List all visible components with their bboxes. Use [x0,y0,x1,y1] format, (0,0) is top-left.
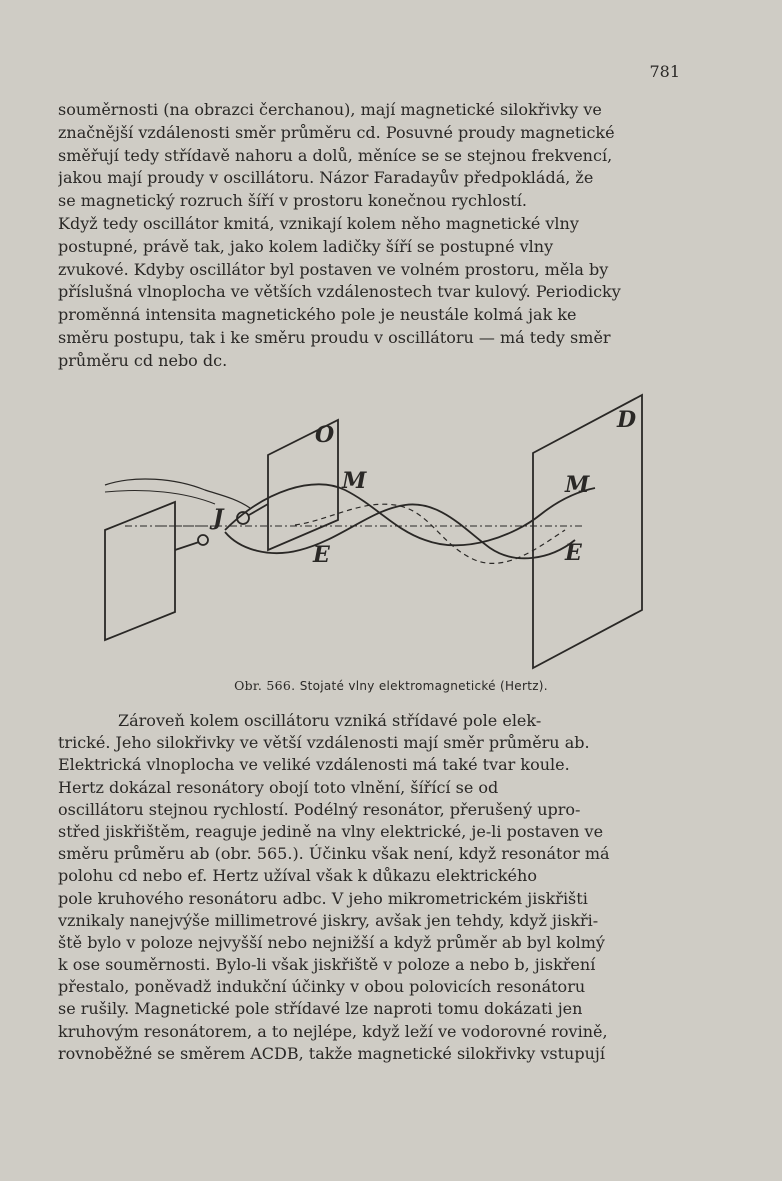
text-line: kruhovým resonátorem, a to nejlépe, když leží ve vodorovné rovině, [58,1021,608,1041]
label-D: D [617,407,637,433]
text-line: Elektrická vlnoplocha ve veliké vzdálenosti má také tvar koule. [58,755,570,775]
text-line: Zároveň kolem oscillátoru vzniká střídavé pole elek- [118,711,542,730]
caption-number: Obr. 566. [234,678,296,693]
standing-waves-figure [95,380,695,680]
text-line: směru průměru ab (obr. 565.). Účinku však není, když resonátor má [58,844,610,864]
label-E: E [565,540,582,566]
text-line: jakou mají proudy v oscillátoru. Názor Faradayův předpokládá, že [58,168,594,188]
text-line: se magnetický rozruch šíří v prostoru konečnou rychlostí. [58,191,527,211]
text-line: vznikaly nanejvýše millimetrové jiskry, avšak jen tehdy, když jiskři- [58,910,599,930]
text-line: pole kruhového resonátoru adbc. V jeho mikrometrickém jiskřišti [58,888,588,908]
paragraph-bottom [58,710,678,1065]
label-J: J [213,505,224,531]
label-M: M [342,468,367,494]
far-plate-D [533,395,642,668]
text-line: značnější vzdálenosti směr průměru cd. Posuvné proudy magnetické [58,122,615,142]
text-line: trické. Jeho silokřivky ve větší vzdálenosti mají směr průměru ab. [58,733,590,753]
electric-wave [225,504,575,558]
label-E: E [313,542,330,568]
text-line: směřují tedy střídavě nahoru a dolů, měníce se se stejnou frekvencí, [58,145,613,165]
dashed-wave [295,504,565,563]
text-line: příslušná vlnoplocha ve větších vzdálenostech tvar kulový. Periodicky [58,282,621,302]
text-line: polohu cd nebo ef. Hertz užíval však k důkazu elektrického [58,866,537,886]
text-line: k ose souměrnosti. Bylo-li však jiskřiště v poloze a nebo b, jiskření [58,955,596,975]
text-line: proměnná intensita magnetického pole je neustále kolmá jak ke [58,305,577,325]
text-line: přestalo, poněvadž indukční účinky v obou polovicích resonátoru [58,977,586,997]
text-line: zvukové. Kdyby oscillátor byl postaven ve volném prostoru, měla by [58,259,609,279]
text-line: směru postupu, tak i ke směru proudu v oscillátoru — má tedy směr [58,327,611,347]
text-line: průměru cd nebo dc. [58,350,228,370]
text-line: oscillátoru stejnou rychlostí. Podélný resonátor, přerušený upro- [58,799,581,819]
text-line: střed jiskřištěm, reaguje jedině na vlny elektrické, je-li postaven ve [58,821,604,841]
text-line: souměrnosti (na obrazci čerchanou), mají magnetické silokřivky ve [58,100,602,119]
figure-caption [0,678,782,693]
paragraph-top [58,99,678,373]
text-line: ště bylo v poloze nejvyšší nebo nejnižší a když průměr ab byl kolmý [58,932,605,952]
caption-title: Stojaté vlny elektromagnetické (Hertz). [299,679,548,693]
text-line: Když tedy oscillátor kmitá, vznikají kolem něho magnetické vlny [58,213,579,233]
page-number: 781 [649,62,680,81]
magnetic-wave [225,484,595,545]
left-plate [105,502,175,640]
label-M: M [565,472,590,498]
text-line: rovnoběžné se směrem ACDB, takže magnetické silokřivky vstupují [58,1043,605,1063]
text-line: Hertz dokázal resonátory obojí toto vlnění, šířící se od [58,777,499,797]
text-line: postupné, právě tak, jako kolem ladičky šíří se postupné vlny [58,236,554,256]
text-line: se rušily. Magnetické pole střídavé lze naproti tomu dokázati jen [58,999,583,1019]
label-O: O [315,422,335,448]
spark-knob [198,535,208,545]
